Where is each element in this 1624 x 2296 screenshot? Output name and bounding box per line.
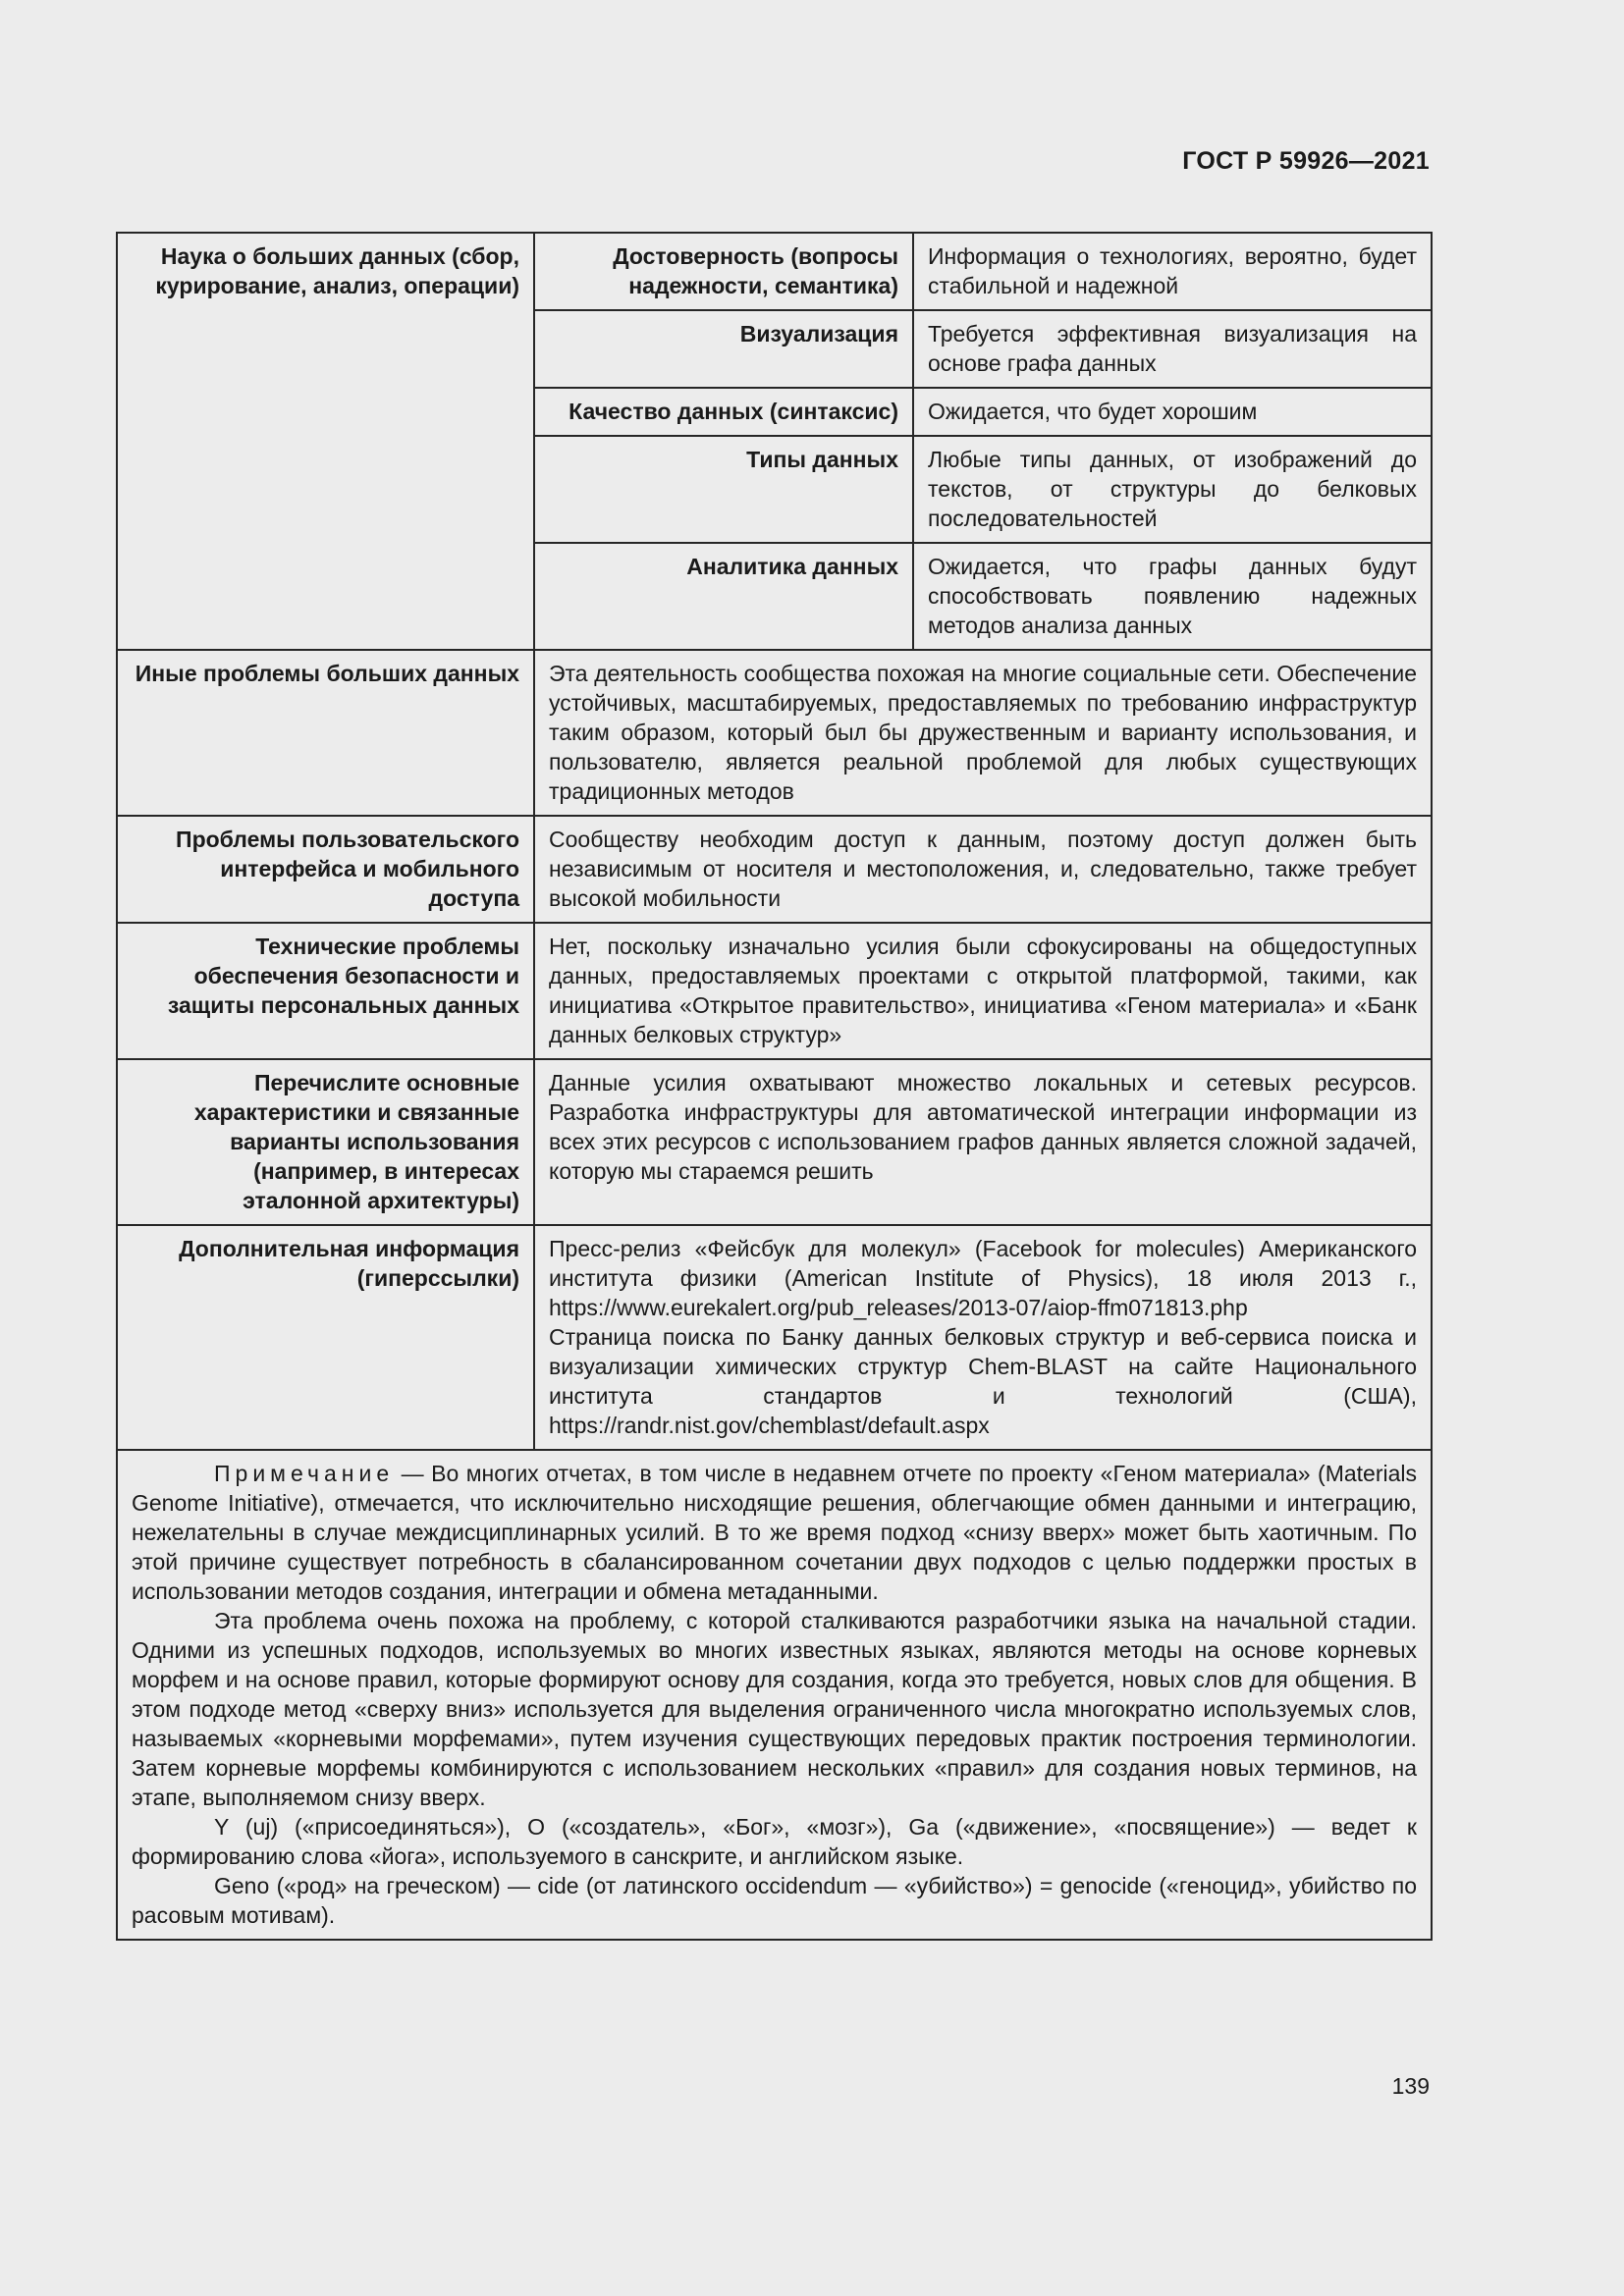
cell-value: Любые типы данных, от изображений до текстов, от структуры до белковых последовательностей (913, 436, 1432, 543)
cell-value: Информация о технологиях, вероятно, будет стабильной и надежной (913, 233, 1432, 310)
table-row (117, 1059, 1432, 1225)
note-cell (117, 1450, 1432, 1940)
note-paragraph: Эта проблема очень похожа на проблему, с которой сталкиваются разработчики языка на начальной стадии. Одними из успешных подходов, используемых во многих известных языках, являются методы на основе корневых морфем и на основе правил, которые формируют основу для создания, когда это требуется, новых слов для общения. В этом подходе метод «сверху вниз» используется для выделения ограниченного числа многократно используемых слов, называемых «корневыми морфемами», путем изучения существующих передовых практик построения терминологии. Затем корневые морфемы комбинируются с использованием нескольких «правил» для создания новых терминов, на этапе, выполняемом снизу вверх. (132, 1608, 1417, 1810)
note-label: Примечание (214, 1461, 395, 1486)
note-row (117, 1450, 1432, 1940)
cell-value: Пресс-релиз «Фейсбук для молекул» (Facebook for molecules) Американского института физики (American Institute of Physics), 18 июля 2013 г., https://www.eurekalert.org/pub_releases/2013-07/aiop-ffm071813.php Страница поиска по Банку данных белковых структур и веб-сервиса поиска и визуализации химических структур Chem-BLAST на сайте Национального института стандартов и технологий (США), https://randr.nist.gov/chemblast/default.aspx (534, 1225, 1432, 1450)
note-text: — Во многих отчетах, в том числе в недавнем отчете по проекту «Геном материала» (Materials Genome Initiative), отмечается, что исключительно нисходящие решения, облегчающие обмен данными и интеграцию, нежелательны в случае междисциплинарных усилий. В то же время подход «снизу вверх» может быть хаотичным. По этой причине существует потребность в сбалансированном сочетании двух подходов с целью поддержки простых в использовании методов создания, интеграции и обмена метаданными. (132, 1461, 1417, 1604)
table-row (117, 1225, 1432, 1450)
group-label: Наука о больших данных (сбор, курирование, анализ, операции) (117, 233, 534, 650)
table-row (117, 816, 1432, 923)
cell-value: Сообществу необходим доступ к данным, поэтому доступ должен быть независимым от носителя и местоположения, и, следовательно, также требует высокой мобильности (534, 816, 1432, 923)
note-paragraph: Y (uj) («присоединяться»), O («создатель», «Бог», «мозг»), Ga («движение», «посвящение») — ведет к формированию слова «йога», используемого в санскрите, и английском языке. (132, 1814, 1417, 1869)
sub-label: Качество данных (синтаксис) (534, 388, 913, 436)
standard-designation: ГОСТ Р 59926—2021 (1182, 147, 1430, 175)
cell-value: Эта деятельность сообщества похожая на многие социальные сети. Обеспечение устойчивых, масштабируемых, предоставляемых по требованию инфраструктур таким образом, который был бы дружественным и варианту использования, и пользователю, является реальной проблемой для любых существующих традиционных методов (534, 650, 1432, 816)
cell-value: Ожидается, что графы данных будут способствовать появлению надежных методов анализа данных (913, 543, 1432, 650)
row-label: Проблемы пользовательского интерфейса и мобильного доступа (117, 816, 534, 923)
cell-value: Требуется эффективная визуализация на основе графа данных (913, 310, 1432, 388)
table-row (117, 650, 1432, 816)
cell-value: Нет, поскольку изначально усилия были сфокусированы на общедоступных данных, предоставляемых проектами с открытой платформой, такими, как инициатива «Открытое правительство», инициатива «Геном материала» и «Банк данных белковых структур» (534, 923, 1432, 1059)
table-row (117, 233, 1432, 310)
cell-value: Ожидается, что будет хорошим (913, 388, 1432, 436)
row-label: Иные проблемы больших данных (117, 650, 534, 816)
sub-label: Достоверность (вопросы надежности, семантика) (534, 233, 913, 310)
table-row (117, 923, 1432, 1059)
sub-label: Визуализация (534, 310, 913, 388)
row-label: Технические проблемы обеспечения безопасности и защиты персональных данных (117, 923, 534, 1059)
note-paragraph (132, 1459, 1417, 1606)
row-label: Перечислите основные характеристики и связанные варианты использования (например, в интересах эталонной архитектуры) (117, 1059, 534, 1225)
sub-label: Аналитика данных (534, 543, 913, 650)
row-label: Дополнительная информация (гиперссылки) (117, 1225, 534, 1450)
cell-value: Данные усилия охватывают множество локальных и сетевых ресурсов. Разработка инфраструктуры для автоматической интеграции информации из всех этих ресурсов с использованием графов данных является сложной задачей, которую мы стараемся решить (534, 1059, 1432, 1225)
sub-label: Типы данных (534, 436, 913, 543)
page-number: 139 (1391, 2073, 1430, 2099)
use-case-table (116, 232, 1433, 1941)
note-paragraph: Geno («род» на греческом) — cide (от латинского occidendum — «убийство») = genocide («геноцид», убийство по расовым мотивам). (132, 1873, 1417, 1928)
